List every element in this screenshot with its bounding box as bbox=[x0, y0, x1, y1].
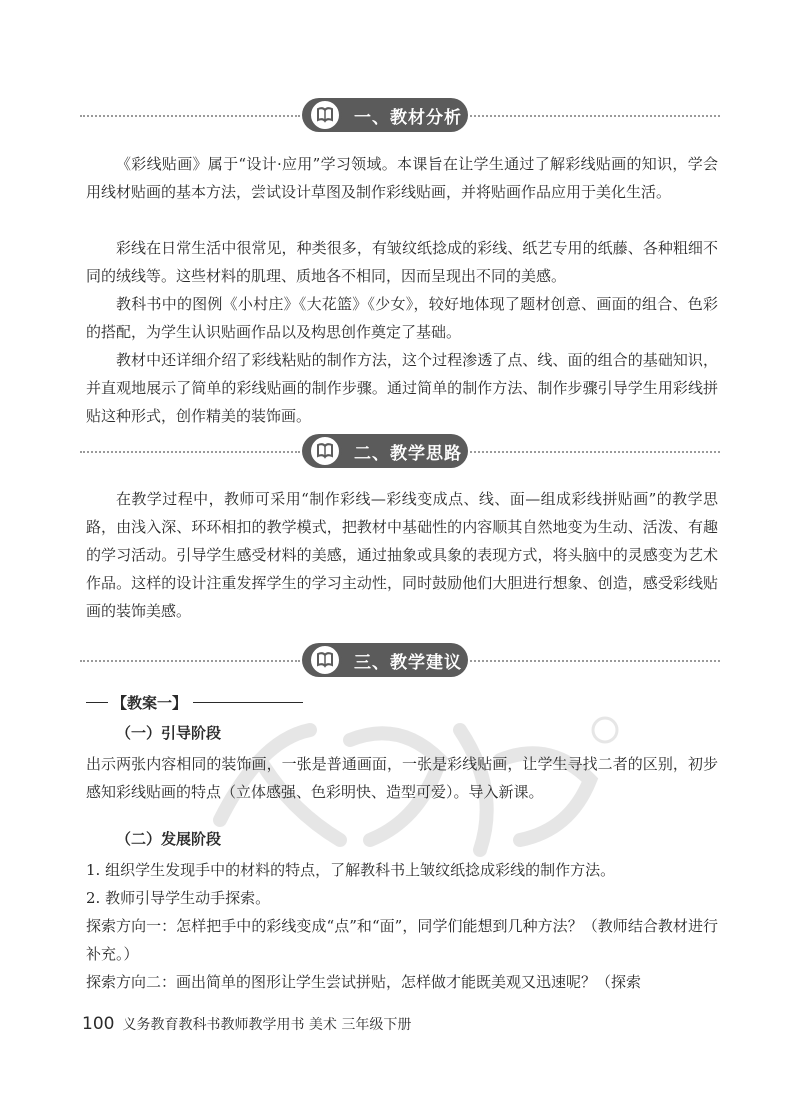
stage-guide-text: 出示两张内容相同的装饰画，一张是普通画面，一张是彩线贴画，让学生寻找二者的区别，初步感知彩线贴画的特点（立体感强、色彩明快、造型可爱）。导入新课。 bbox=[86, 755, 718, 801]
section-title: 一、教材分析 bbox=[354, 107, 462, 128]
page-number: 100 bbox=[82, 1014, 115, 1034]
analysis-paragraph-4: 教材中还详细介绍了彩线粘贴的制作方法，这个过程渗透了点、线、面的组合的基础知识，并直观地展示了简单的彩线贴画的制作步骤。通过简单的制作方法、制作步骤引导学生用彩线拼贴这种形式，创作精美的装饰画。 bbox=[86, 351, 718, 425]
analysis-paragraph-2: 彩线在日常生活中很常见，种类很多，有皱纹纸捻成的彩线、纸艺专用的纸藤、各种粗细不同的绒线等。这些材料的肌理、质地各不相同，因而呈现出不同的美感。 bbox=[86, 239, 718, 285]
section-pill bbox=[302, 643, 468, 677]
approach-paragraph: 在教学过程中，教师可采用“制作彩线—彩线变成点、线、面—组成彩线拼贴画”的教学思路，由浅入深、环环相扣的教学模式，把教材中基础性的内容顺其自然地变为生动、活泼、有趣的学习活动。引导学生感受材料的美感，通过抽象或具象的表现方式，将头脑中的灵感变为艺术作品。这样的设计注重发挥学生的学习主动性，同时鼓励他们大胆进行想象、创造，感受彩线贴画的装饰美感。 bbox=[86, 490, 718, 620]
stage-item-4: 探索方向二：画出简单的图形让学生尝试拼贴，怎样做才能既美观又迅速呢？（探索 bbox=[86, 973, 642, 991]
dotted-rule-right bbox=[470, 660, 720, 662]
dotted-rule-left bbox=[80, 660, 300, 662]
section-pill bbox=[302, 98, 468, 132]
stage-item-2: 2. 教师引导学生动手探索。 bbox=[86, 889, 271, 907]
book-title: 义务教育教科书教师教学用书 美术 三年级下册 bbox=[122, 1017, 412, 1033]
section-heading-analysis bbox=[80, 98, 720, 134]
dotted-rule-right bbox=[470, 451, 720, 453]
section-title: 三、教学建议 bbox=[354, 652, 462, 673]
stage-item-1: 1. 组织学生发现手中的材料的特点，了解教科书上皱纹纸捻成彩线的制作方法。 bbox=[86, 861, 616, 879]
stage-title-develop: （二）发展阶段 bbox=[116, 830, 222, 848]
stage-title-guide: （一）引导阶段 bbox=[116, 724, 222, 742]
section-pill bbox=[302, 434, 468, 468]
book-icon bbox=[308, 643, 342, 677]
dotted-rule-left bbox=[80, 451, 300, 453]
rule bbox=[193, 702, 303, 703]
analysis-paragraph-1: 《彩线贴画》属于“设计·应用”学习领域。本课旨在让学生通过了解彩线贴画的知识，学会用线材贴画的基本方法，尝试设计草图及制作彩线贴画，并将贴画作品应用于美化生活。 bbox=[86, 155, 718, 201]
section-title: 二、教学思路 bbox=[354, 443, 462, 464]
dotted-rule-left bbox=[80, 115, 300, 117]
analysis-paragraph-3: 教科书中的图例《小村庄》《大花篮》《少女》，较好地体现了题材创意、画面的组合、色彩的搭配，为学生认识贴画作品以及构思创作奠定了基础。 bbox=[86, 295, 718, 341]
dotted-rule-right bbox=[470, 115, 720, 117]
page-footer bbox=[82, 1014, 411, 1038]
book-icon bbox=[308, 98, 342, 132]
book-icon bbox=[308, 434, 342, 468]
section-heading-suggestions bbox=[80, 643, 720, 679]
lesson-plan-heading bbox=[86, 690, 326, 714]
rule bbox=[86, 702, 108, 703]
lesson-plan-label: 【教案一】 bbox=[112, 693, 188, 712]
section-heading-approach bbox=[80, 434, 720, 470]
stage-item-3: 探索方向一：怎样把手中的彩线变成“点”和“面”，同学们能想到几种方法？（教师结合教材进行补充。） bbox=[86, 917, 718, 963]
